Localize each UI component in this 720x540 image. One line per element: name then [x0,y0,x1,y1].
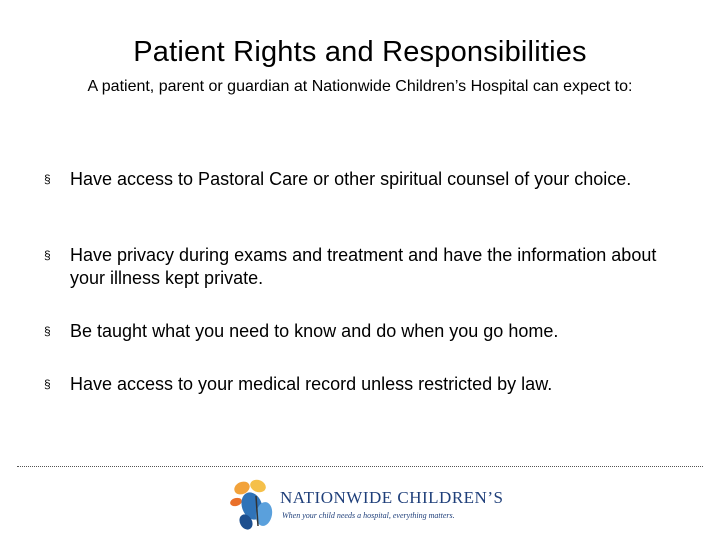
list-item [44,244,684,290]
list-item [44,373,684,396]
bullet-icon: § [44,172,51,186]
list-item [44,168,684,191]
bullet-icon: § [44,248,51,262]
list-item-text: Have access to Pastoral Care or other spiritual counsel of your choice. [70,169,632,189]
list-item-text: Have privacy during exams and treatment and have the information about your illness kept private. [70,245,657,288]
bullet-icon: § [44,324,51,338]
page-title: Patient Rights and Responsibilities [133,36,587,68]
page-subtitle: A patient, parent or guardian at Nationwide Children’s Hospital can expect to: [87,78,633,95]
butterfly-icon [228,476,284,532]
list-item-text: Be taught what you need to know and do when you go home. [70,321,559,341]
logo-tagline: When your child needs a hospital, everything matters. [282,511,455,520]
bullet-icon: § [44,377,51,391]
list-item [44,320,684,343]
list-item-text: Have access to your medical record unless restricted by law. [70,374,553,394]
logo-wordmark: NATIONWIDE CHILDREN’S [280,488,504,507]
hospital-logo [228,476,504,532]
footer-divider [17,466,703,467]
